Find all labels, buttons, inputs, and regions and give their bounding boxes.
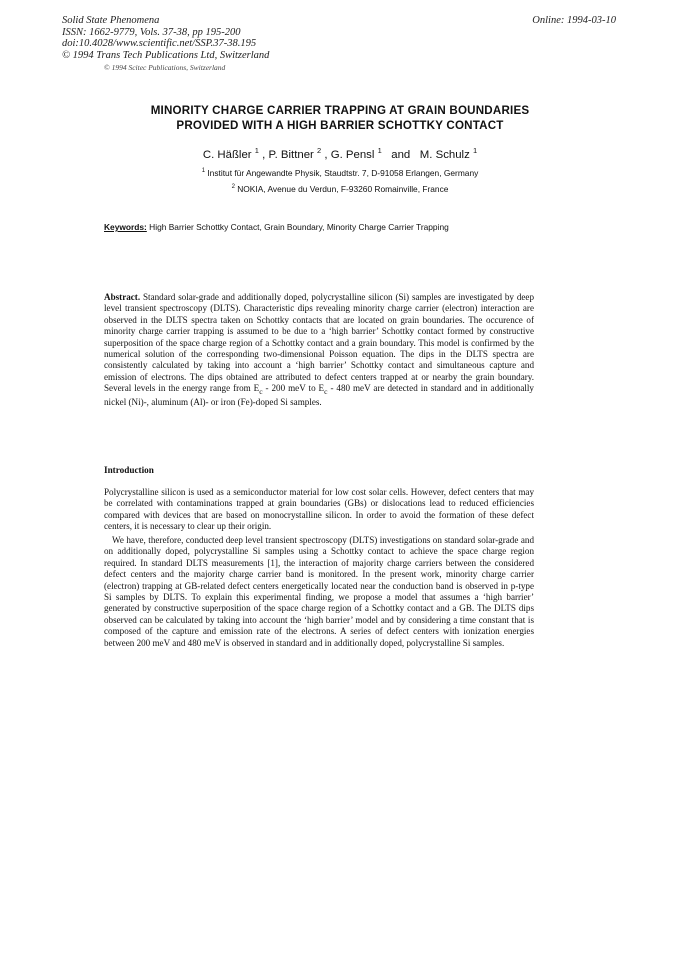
abstract-subscript-2: c: [324, 387, 328, 397]
author-4: M. Schulz: [419, 148, 470, 161]
abstract-subscript-1: c: [259, 387, 263, 397]
author-4-affil: 1: [472, 146, 478, 155]
introduction-heading: Introduction: [104, 465, 154, 475]
abstract-text-a: Standard solar-grade and additionally doped, polycrystalline silicon (Si) samples are investigated by deep level transient spectroscopy (DLTS). Characteristic dips revealing minority charge carrier (electron) interaction are observed in the DLTS spectra taken on Schottky contacts that are located on grain boundaries. The occurence of minority charge carrier trapping is assumed to be due to a ‘high barrier’ Schottky contact formed by constructive superposition of the space charge region of a Schottky contact and a grain boundary. This model is confirmed by the numerical solution of the corresponding two-dimensional Poisson equation. The dips in the DLTS spectra are consistently calculated by taking into account a ‘high barrier’ Schottky contact and simultaneous capture and emission of electrons. The dips obtained are attributed to defect centers trapped at or nearby the grain boundary. Several levels in the energy range from E: [104, 292, 534, 394]
author-2-affil: 2: [317, 146, 322, 155]
scitec-copyright: © 1994 Scitec Publications, Switzerland: [104, 63, 226, 72]
journal-name: Solid State Phenomena: [62, 15, 160, 26]
affiliation-2-number: 2: [231, 184, 235, 191]
affiliation-1: [90, 168, 590, 178]
author-3: G. Pensl: [330, 148, 375, 161]
affiliation-2: [90, 184, 590, 194]
issn-line: ISSN: 1662-9779, Vols. 37-38, pp 195-200: [62, 26, 241, 38]
author-and: and: [391, 148, 411, 161]
publication-info: [62, 15, 269, 61]
online-date: Online: 1994-03-10: [532, 15, 616, 26]
abstract-text-c: - 480 meV are detected in standard and in additionally nickel (Ni)-, aluminum (Al)- or iron (Fe)-doped Si samples.: [104, 383, 534, 408]
abstract-text-b: - 200 meV to E: [262, 383, 325, 394]
paper-title: [90, 103, 590, 133]
keywords-text: High Barrier Schottky Contact, Grain Boundary, Minority Charge Carrier Trapping: [149, 222, 449, 232]
affiliation-2-text: NOKIA, Avenue du Verdun, F-93260 Romainville, France: [237, 184, 449, 194]
affiliation-1-text: Institut für Angewandte Physik, Staudtstr. 7, D-91058 Erlangen, Germany: [207, 168, 479, 178]
title-line-2: PROVIDED WITH A HIGH BARRIER SCHOTTKY CONTACT: [176, 119, 504, 132]
abstract-label: Abstract.: [104, 292, 141, 302]
keywords: [104, 222, 449, 232]
author-1-affil: 1: [254, 146, 259, 155]
abstract: [104, 292, 534, 409]
author-list: C. Häßler $^1$ , P. Bittner $^2$ , G. Pensl $^1$ and M. Schulz $^1$: [202, 146, 478, 161]
affiliation-1-number: 1: [201, 168, 206, 175]
introduction-paragraph-2: We have, therefore, conducted deep level transient spectroscopy (DLTS) investigations on standard solar-grade and on additionally doped, polycrystalline Si samples using a Schottky contact to achieve the space charge region required. In standard DLTS measurements [1], the interaction of majority charge carriers between the considered defect centers and the majority charge carrier band is monitored. In the present work, minority charge carrier (electron) trapping at GB-related defect centers energetically located near the conduction band is observed in p-type Si samples by DLTS. To explain this experimental finding, we propose a model that assumes a ‘high barrier’ generated by constructive superposition of the space charge region of a Schottky contact and a GB. The DLTS dips observed can be calculated by taking into account the ‘high barrier’ model and by considering a time constant that is composed of the capture and emission rate of the electrons. A series of defect centers with ionization energies between 200 meV and 480 meV is observed in standard and in additionally doped, polycrystalline Si samples.: [104, 535, 534, 648]
doi-line: doi:10.4028/www.scientific.net/SSP.37-38.195: [62, 38, 257, 50]
author-2: P. Bittner: [268, 148, 314, 161]
copyright-line: © 1994 Trans Tech Publications Ltd, Switzerland: [62, 49, 270, 61]
title-line-1: MINORITY CHARGE CARRIER TRAPPING AT GRAIN BOUNDARIES: [150, 104, 530, 117]
keywords-label: Keywords:: [104, 222, 147, 232]
author-3-affil: 1: [377, 146, 382, 155]
author-1: C. Häßler: [202, 148, 252, 161]
introduction-paragraph-1: Polycrystalline silicon is used as a semiconductor material for low cost solar cells. However, defect centers that may be correlated with contaminations trapped at grain boundaries (GBs) or dislocations lead to reduced efficiencies compared with devices that are based on monocrystalline silicon. In order to avoid the formation of these defect centers, it is necessary to clear up their origin.: [104, 487, 534, 532]
